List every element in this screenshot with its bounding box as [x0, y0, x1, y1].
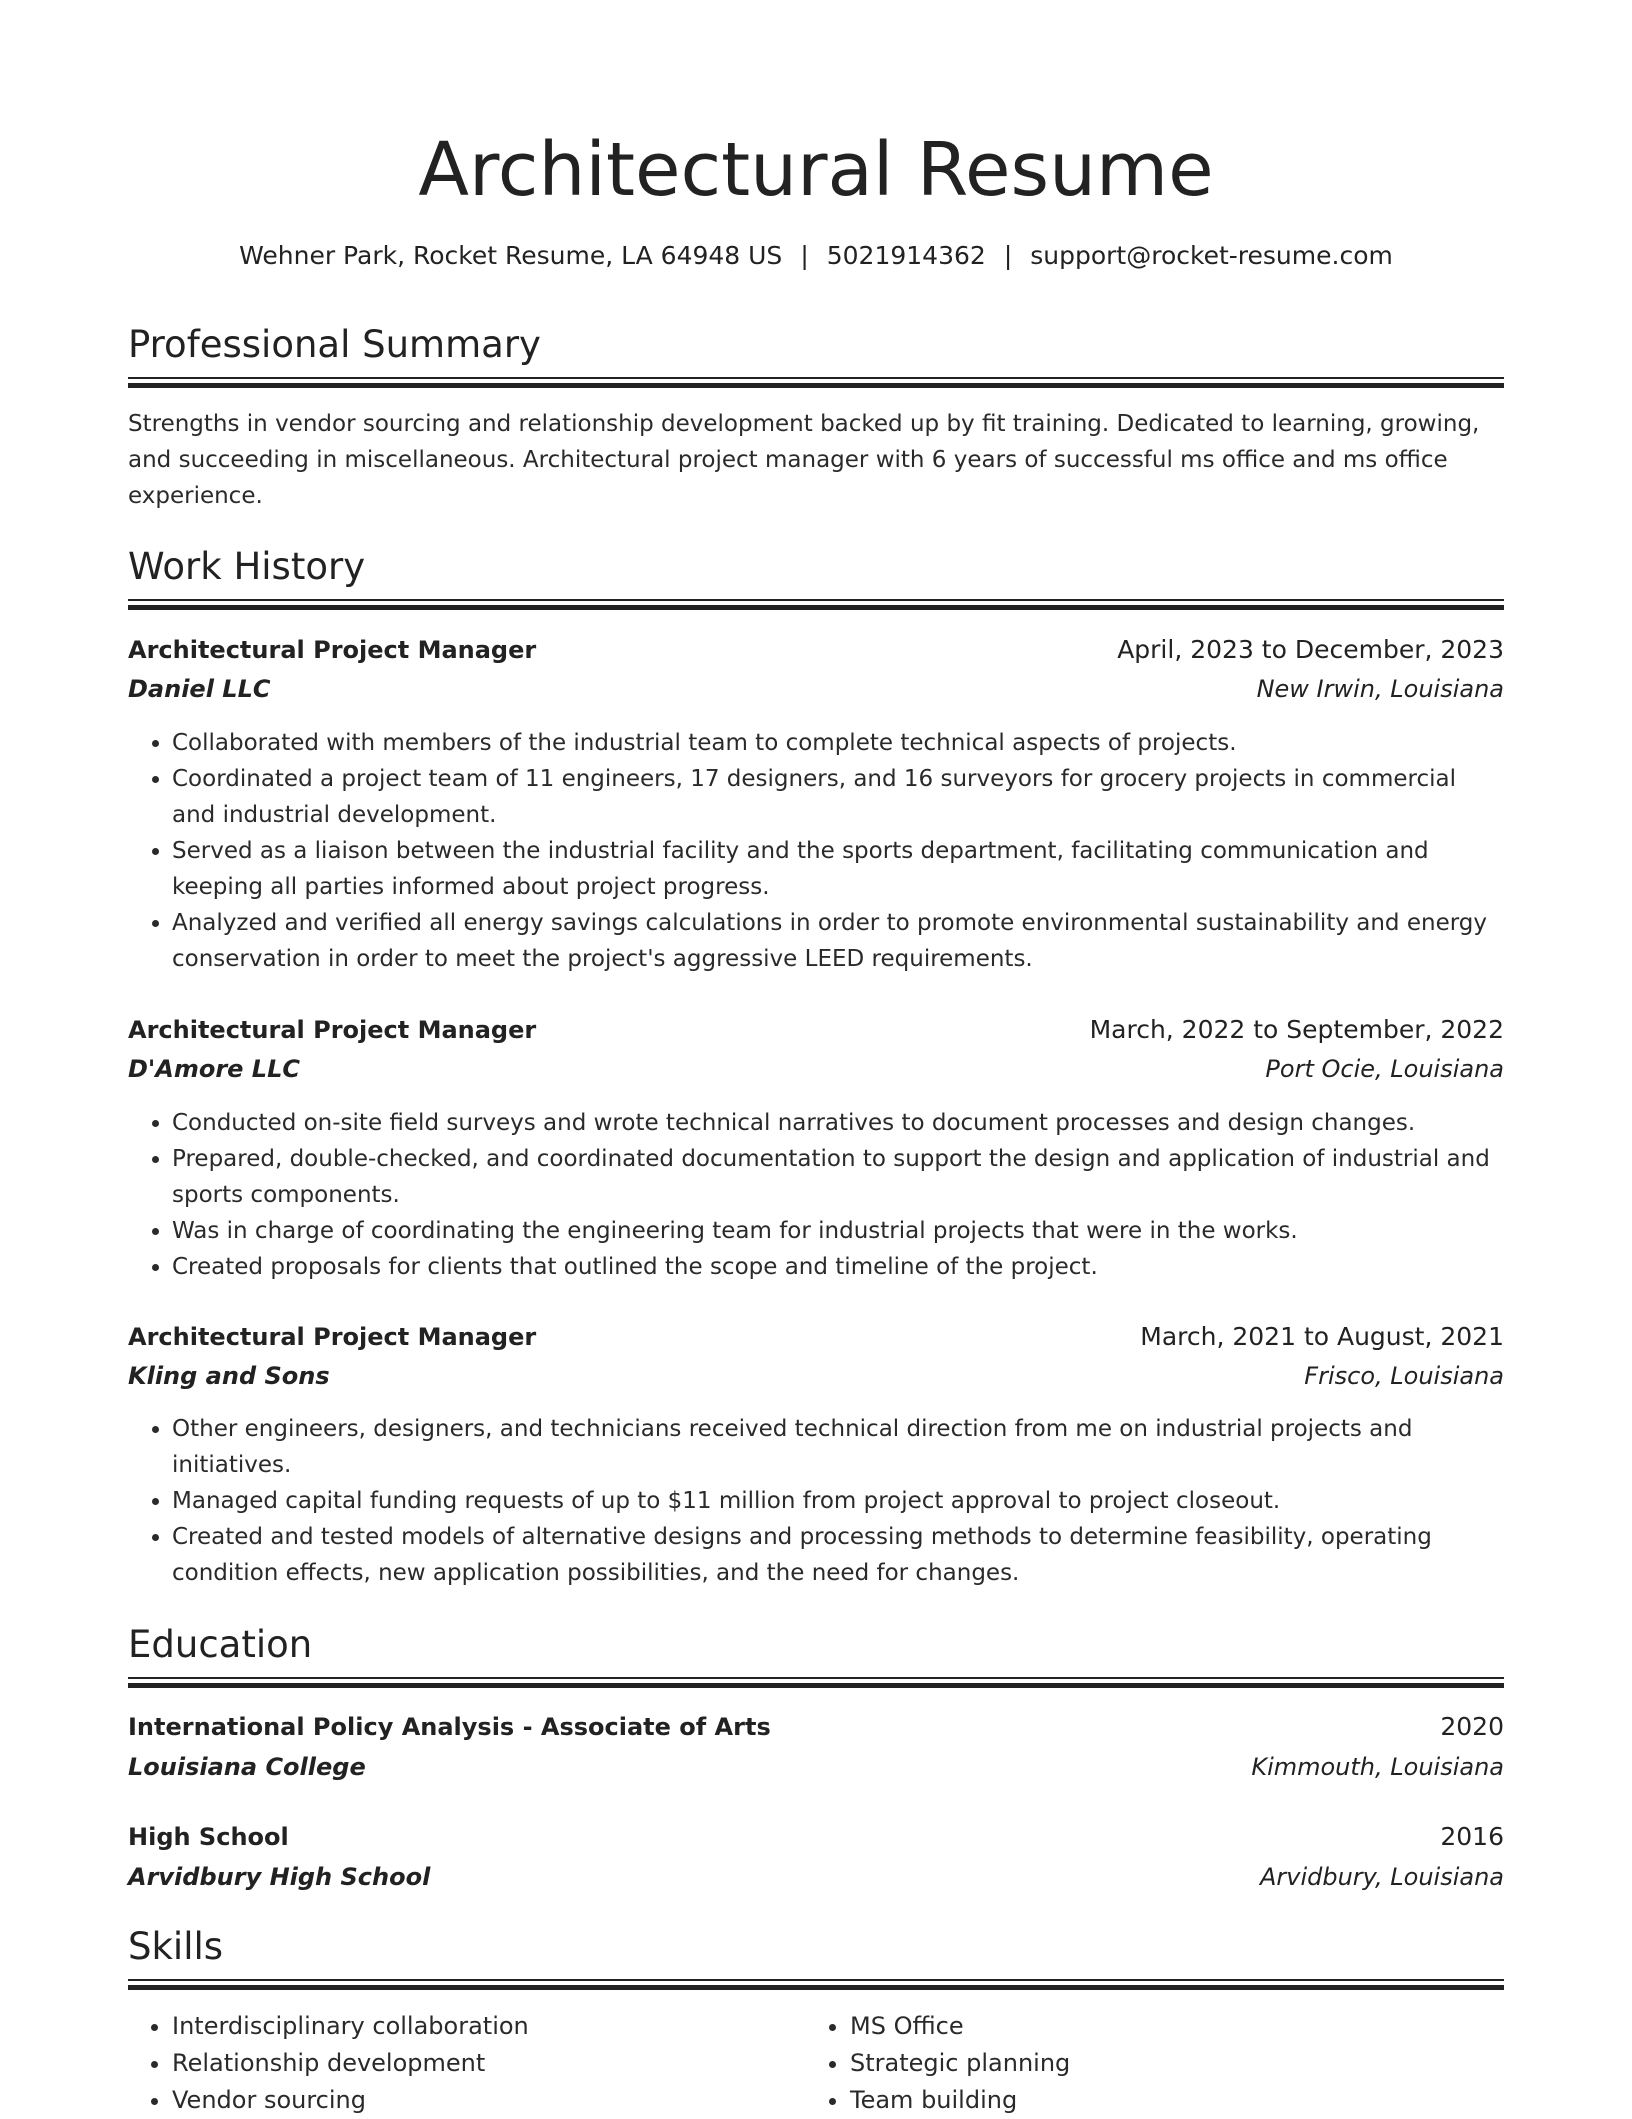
skills-list-left — [128, 2008, 748, 2119]
job-location: New Irwin, Louisiana — [1256, 675, 1504, 703]
resume-title: Architectural Resume — [418, 127, 1214, 213]
job-location: Frisco, Louisiana — [1304, 1362, 1504, 1390]
job-company: Daniel LLC — [128, 675, 271, 703]
list-item: • Team building — [850, 2082, 1426, 2119]
list-item: • Managed capital funding requests of up to $11 million from project approval to project closeout. — [172, 1483, 1504, 1519]
list-item: • Collaborated with members of the industrial team to complete technical aspects of projects. — [172, 725, 1504, 761]
contact-separator: | — [800, 241, 809, 270]
skills-list-right — [806, 2008, 1426, 2119]
education-degree: International Policy Analysis - Associate of Arts — [128, 1713, 771, 1741]
job-location: Port Ocie, Louisiana — [1265, 1055, 1504, 1083]
job-dates: March, 2021 to August, 2021 — [1140, 1322, 1504, 1351]
list-item: • Was in charge of coordinating the engineering team for industrial projects that were in the works. — [172, 1213, 1504, 1249]
education-degree: High School — [128, 1823, 289, 1851]
job-company-row — [128, 1050, 1504, 1088]
list-item: • Served as a liaison between the industrial facility and the sports department, facilitating communication and keeping all parties informed about project progress. — [172, 833, 1504, 905]
job-dates: April, 2023 to December, 2023 — [1117, 635, 1504, 664]
education-school: Arvidbury High School — [128, 1863, 431, 1891]
section-heading-work: Work History — [128, 545, 366, 588]
list-item: • Coordinated a project team of 11 engineers, 17 designers, and 16 surveyors for grocery projects in commercial and industrial development. — [172, 761, 1504, 833]
job-company: Kling and Sons — [128, 1362, 330, 1390]
section-divider — [128, 377, 1504, 389]
education-location: Kimmouth, Louisiana — [1251, 1753, 1504, 1781]
section-heading-education: Education — [128, 1623, 313, 1666]
job-title: Architectural Project Manager — [128, 1323, 537, 1351]
education-header-row — [128, 1708, 1504, 1746]
list-item: • Analyzed and verified all energy savings calculations in order to promote environmental sustainability and energy conservation in order to meet the project's aggressive LEED requirements. — [172, 905, 1504, 977]
education-header-row — [128, 1818, 1504, 1856]
list-item: • Conducted on-site field surveys and wrote technical narratives to document processes and design changes. — [172, 1105, 1504, 1141]
section-heading-skills: Skills — [128, 1925, 224, 1968]
list-item: • Created and tested models of alternative designs and processing methods to determine feasibility, operating condition effects, new application possibilities, and the need for changes. — [172, 1519, 1504, 1591]
job-header-row — [128, 1318, 1504, 1356]
job-dates: March, 2022 to September, 2022 — [1089, 1015, 1504, 1044]
education-school-row — [128, 1748, 1504, 1786]
list-item: • Strategic planning — [850, 2045, 1426, 2082]
list-item: • Prepared, double-checked, and coordinated documentation to support the design and application of industrial and sports components. — [172, 1141, 1504, 1213]
list-item: • Other engineers, designers, and technicians received technical direction from me on industrial projects and initiatives. — [172, 1411, 1504, 1483]
contact-separator: | — [1003, 241, 1013, 270]
contact-email[interactable]: support@rocket-resume.com — [1030, 241, 1393, 270]
education-school: Louisiana College — [128, 1753, 366, 1781]
education-year: 2016 — [1440, 1822, 1504, 1851]
contact-phone: 5021914362 — [826, 241, 986, 270]
list-item: • Created proposals for clients that outlined the scope and timeline of the project. — [172, 1249, 1504, 1285]
contact-line — [128, 238, 1504, 274]
education-location: Arvidbury, Louisiana — [1259, 1863, 1504, 1891]
job-title: Architectural Project Manager — [128, 636, 537, 664]
job-company: D'Amore LLC — [128, 1055, 301, 1083]
job-header-row — [128, 631, 1504, 669]
job-bullets — [128, 1105, 1504, 1285]
education-year: 2020 — [1440, 1712, 1504, 1741]
summary-text: Strengths in vendor sourcing and relationship development backed up by fit training. Dedicated to learning, growing, and succeeding in miscellaneous. Architectural project manager with 6 years of successful ms office and ms office experience. — [128, 411, 1480, 509]
job-header-row — [128, 1011, 1504, 1049]
section-divider — [128, 599, 1504, 611]
list-item: • Interdisciplinary collaboration — [172, 2008, 748, 2045]
job-company-row — [128, 1357, 1504, 1395]
list-item: • MS Office — [850, 2008, 1426, 2045]
job-bullets — [128, 725, 1504, 977]
list-item: • Vendor sourcing — [172, 2082, 748, 2119]
list-item: • Relationship development — [172, 2045, 748, 2082]
section-divider — [128, 1979, 1504, 1991]
job-bullets — [128, 1411, 1504, 1591]
contact-address: Wehner Park, Rocket Resume, LA 64948 US — [239, 241, 783, 270]
education-school-row — [128, 1858, 1504, 1896]
job-company-row — [128, 670, 1504, 708]
job-title: Architectural Project Manager — [128, 1016, 537, 1044]
section-heading-summary: Professional Summary — [128, 323, 541, 366]
section-divider — [128, 1677, 1504, 1689]
